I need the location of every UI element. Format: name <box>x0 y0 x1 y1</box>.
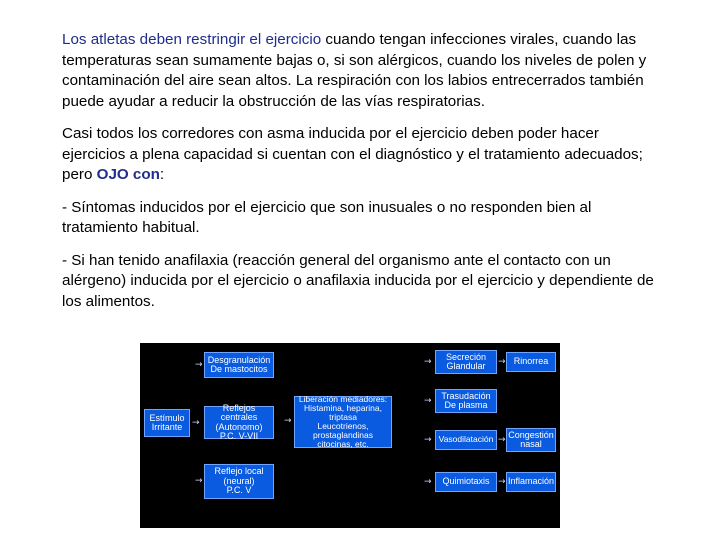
paragraph-4: - Si han tenido anafilaxia (reacción general del organismo ante el contacto con un alérgeno) inducida por el ejercicio o anafilaxia inducida por el ejercicio y dependiente de los alimentos. <box>62 251 654 310</box>
box-inflammation: Inflamación <box>506 472 556 492</box>
box-vasodilation: Vasodilatación <box>435 430 497 450</box>
box-mediators: Liberación mediadores: Histamina, heparina, triptasa Leucotrienos, prostaglandinas citocinas, etc. <box>294 396 392 448</box>
arrow-icon: → <box>424 477 432 487</box>
arrow-icon: → <box>424 357 432 367</box>
box-congestion: Congestión nasal <box>506 428 556 452</box>
box-rhinorrhea: Rinorrea <box>506 352 556 372</box>
paragraph-1-highlight: Los atletas deben restringir el ejercicio <box>62 31 322 48</box>
box-central-reflex: Reflejos centrales (Autonomo) P.C. V-VII <box>204 406 274 439</box>
arrow-icon: → <box>192 418 200 428</box>
paragraph-2-text: Casi todos los corredores con asma inducida por el ejercicio deben poder hacer ejercicios a plena capacidad si cuentan con el diagnóstico y el tratamiento adecuados; pero <box>62 125 643 183</box>
arrow-icon: → <box>424 396 432 406</box>
paragraph-1-text: cuando tengan infecciones virales, cuando las temperaturas sean sumamente bajas o, si son alérgicos, cuando los niveles de polen y contaminación del aire sean altos. La respiración con los labios entrecerrados también puede ayudar a reducir la obstrucción de las vías respiratorias. <box>62 31 647 110</box>
box-glandular-secretion: Secreción Glandular <box>435 350 497 374</box>
paragraph-1 <box>62 30 662 112</box>
box-stimulus: Estímulo Irritante <box>144 409 190 437</box>
arrow-icon: → <box>284 416 292 426</box>
box-degranulation: Desgranulación De mastocitos <box>204 352 274 378</box>
mediator-flow-diagram <box>140 343 560 528</box>
box-local-reflex: Reflejo local (neural) P.C. V <box>204 464 274 499</box>
arrow-icon: → <box>195 360 203 370</box>
arrow-icon: → <box>195 476 203 486</box>
paragraph-2-bold: OJO con <box>96 166 160 183</box>
box-plasma-transudation: Trasudación De plasma <box>435 389 497 413</box>
paragraph-3: - Síntomas inducidos por el ejercicio que son inusuales o no responden bien al tratamiento habitual. <box>62 198 592 236</box>
text-content <box>62 30 662 324</box>
paragraph-2-end: : <box>159 166 165 183</box>
arrow-icon: → <box>498 357 506 367</box>
paragraph-2 <box>62 124 662 186</box>
box-chemotaxis: Quimiotaxis <box>435 472 497 492</box>
arrow-icon: → <box>424 435 432 445</box>
arrow-icon: → <box>498 477 506 487</box>
arrow-icon: → <box>498 435 506 445</box>
